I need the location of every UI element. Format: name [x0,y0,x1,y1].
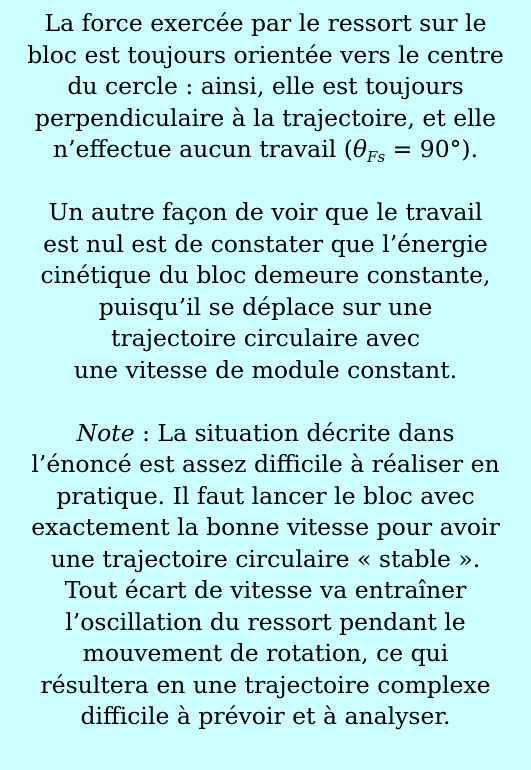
text-line: difficile à prévoir et à analyser. [80,702,451,730]
text-fragment: : La situation décrite dans [134,418,455,447]
text-line: Tout écart de vitesse va entraîner [64,576,467,604]
text-line: l’énoncé est assez difficile à réaliser en [31,450,500,478]
theta-subscript: Fs [367,148,386,166]
text-line: bloc est toujours orientée vers le centre [27,40,504,69]
paragraph-kinetic-energy [0,197,531,386]
text-line: La force exercée par le ressort sur le [44,9,487,37]
text-fragment: n’effectue aucun travail ( [52,135,353,163]
text-line: est nul est de constater que l’énergie [43,229,488,258]
text-line-with-formula [0,134,531,166]
text-line: trajectoire circulaire avec [111,324,420,352]
text-line: Un autre façon de voir que le travail [48,198,483,226]
text-line: mouvement de rotation, ce qui [82,639,449,667]
text-line: une trajectoire circulaire « stable ». [50,544,481,573]
paragraph-force-direction [0,8,531,166]
text-line: pratique. Il faut lancer le bloc avec [56,481,475,510]
text-line: une vitesse de module constant. [73,355,458,384]
text-line: l’oscillation du ressort pendant le [65,607,466,636]
note-label: Note [76,418,135,447]
text-line: du cercle : ainsi, elle est toujours [67,72,464,100]
text-fragment: = 90°). [385,135,479,163]
theta-symbol: θ [352,135,368,163]
text-line: cinétique du bloc demeure constante, [40,261,491,289]
text-line: perpendiculaire à la trajectoire, et elle [34,103,497,132]
text-line: résultera en une trajectoire complexe [40,670,491,699]
text-line: exactement la bonne vitesse pour avoir [31,513,500,541]
paragraph-note [0,418,531,733]
text-line [0,418,531,450]
text-line: puisqu’il se déplace sur une [98,292,433,321]
